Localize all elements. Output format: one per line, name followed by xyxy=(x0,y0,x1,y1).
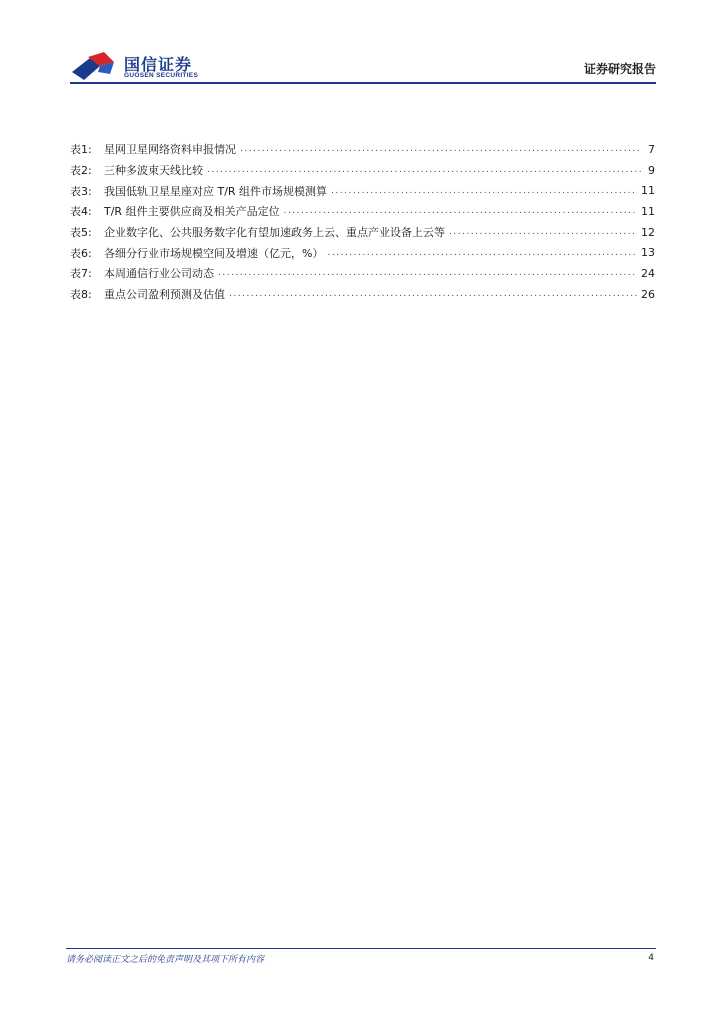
toc-entry-page: 12 xyxy=(641,225,655,239)
toc-entry-title: 三种多波束天线比较 xyxy=(104,164,203,178)
toc-entry-label: 表2: xyxy=(70,164,92,178)
toc-entry-label: 表5: xyxy=(70,226,92,240)
toc-entry-label: 表4: xyxy=(70,205,92,219)
table-of-tables xyxy=(70,139,656,305)
toc-entry[interactable] xyxy=(70,242,656,263)
toc-entry-title: 星网卫星网络资料申报情况 xyxy=(104,143,236,157)
toc-entry-title: 我国低轨卫星星座对应 T/R 组件市场规模测算 xyxy=(104,184,328,198)
guosen-logo-mark-icon xyxy=(70,50,122,84)
toc-entry-page: 26 xyxy=(641,287,655,301)
header-divider xyxy=(70,82,656,84)
toc-entry-page: 11 xyxy=(641,184,655,198)
toc-entry-title: 重点公司盈利预测及估值 xyxy=(104,288,225,302)
footer-disclaimer: 请务必阅读正文之后的免责声明及其项下所有内容 xyxy=(66,955,265,965)
toc-entry-title: 本周通信行业公司动态 xyxy=(104,267,214,281)
toc-entry-label: 表3: xyxy=(70,184,92,198)
toc-entry-page: 11 xyxy=(641,204,655,218)
logo-chinese-name: 国信证券 xyxy=(124,55,193,74)
report-type-label: 证券研究报告 xyxy=(583,62,656,76)
toc-entry-label: 表1: xyxy=(70,143,92,157)
toc-entry-page: 24 xyxy=(641,266,655,280)
page-header xyxy=(0,0,724,90)
toc-dot-leader xyxy=(449,227,637,237)
toc-dot-leader xyxy=(284,206,637,216)
toc-entry[interactable] xyxy=(70,180,656,201)
toc-entry-page: 9 xyxy=(648,163,655,177)
toc-dot-leader xyxy=(327,248,637,258)
toc-entry[interactable] xyxy=(70,139,656,160)
toc-entry-title: T/R 组件主要供应商及相关产品定位 xyxy=(104,205,280,219)
toc-entry[interactable] xyxy=(70,222,656,243)
page-number: 4 xyxy=(648,953,654,963)
toc-entry-label: 表8: xyxy=(70,288,92,302)
toc-dot-leader xyxy=(240,144,641,154)
toc-dot-leader xyxy=(218,268,637,278)
toc-entry[interactable] xyxy=(70,201,656,222)
toc-entry-label: 表6: xyxy=(70,246,92,260)
toc-entry-title: 各细分行业市场规模空间及增速（亿元，%） xyxy=(104,246,324,260)
logo-english-name: GUOSEN SECURITIES xyxy=(124,72,199,79)
toc-entry-page: 7 xyxy=(648,142,655,156)
toc-entry-title: 企业数字化、公共服务数字化有望加速政务上云、重点产业设备上云等 xyxy=(104,226,445,240)
toc-entry[interactable] xyxy=(70,284,656,305)
toc-entry[interactable] xyxy=(70,160,656,181)
toc-entry-label: 表7: xyxy=(70,267,92,281)
toc-dot-leader xyxy=(229,289,637,299)
toc-dot-leader xyxy=(207,165,641,175)
footer-divider xyxy=(66,948,656,949)
toc-entry[interactable] xyxy=(70,263,656,284)
guosen-logo xyxy=(70,50,220,86)
toc-dot-leader xyxy=(331,186,637,196)
toc-entry-page: 13 xyxy=(641,246,655,260)
